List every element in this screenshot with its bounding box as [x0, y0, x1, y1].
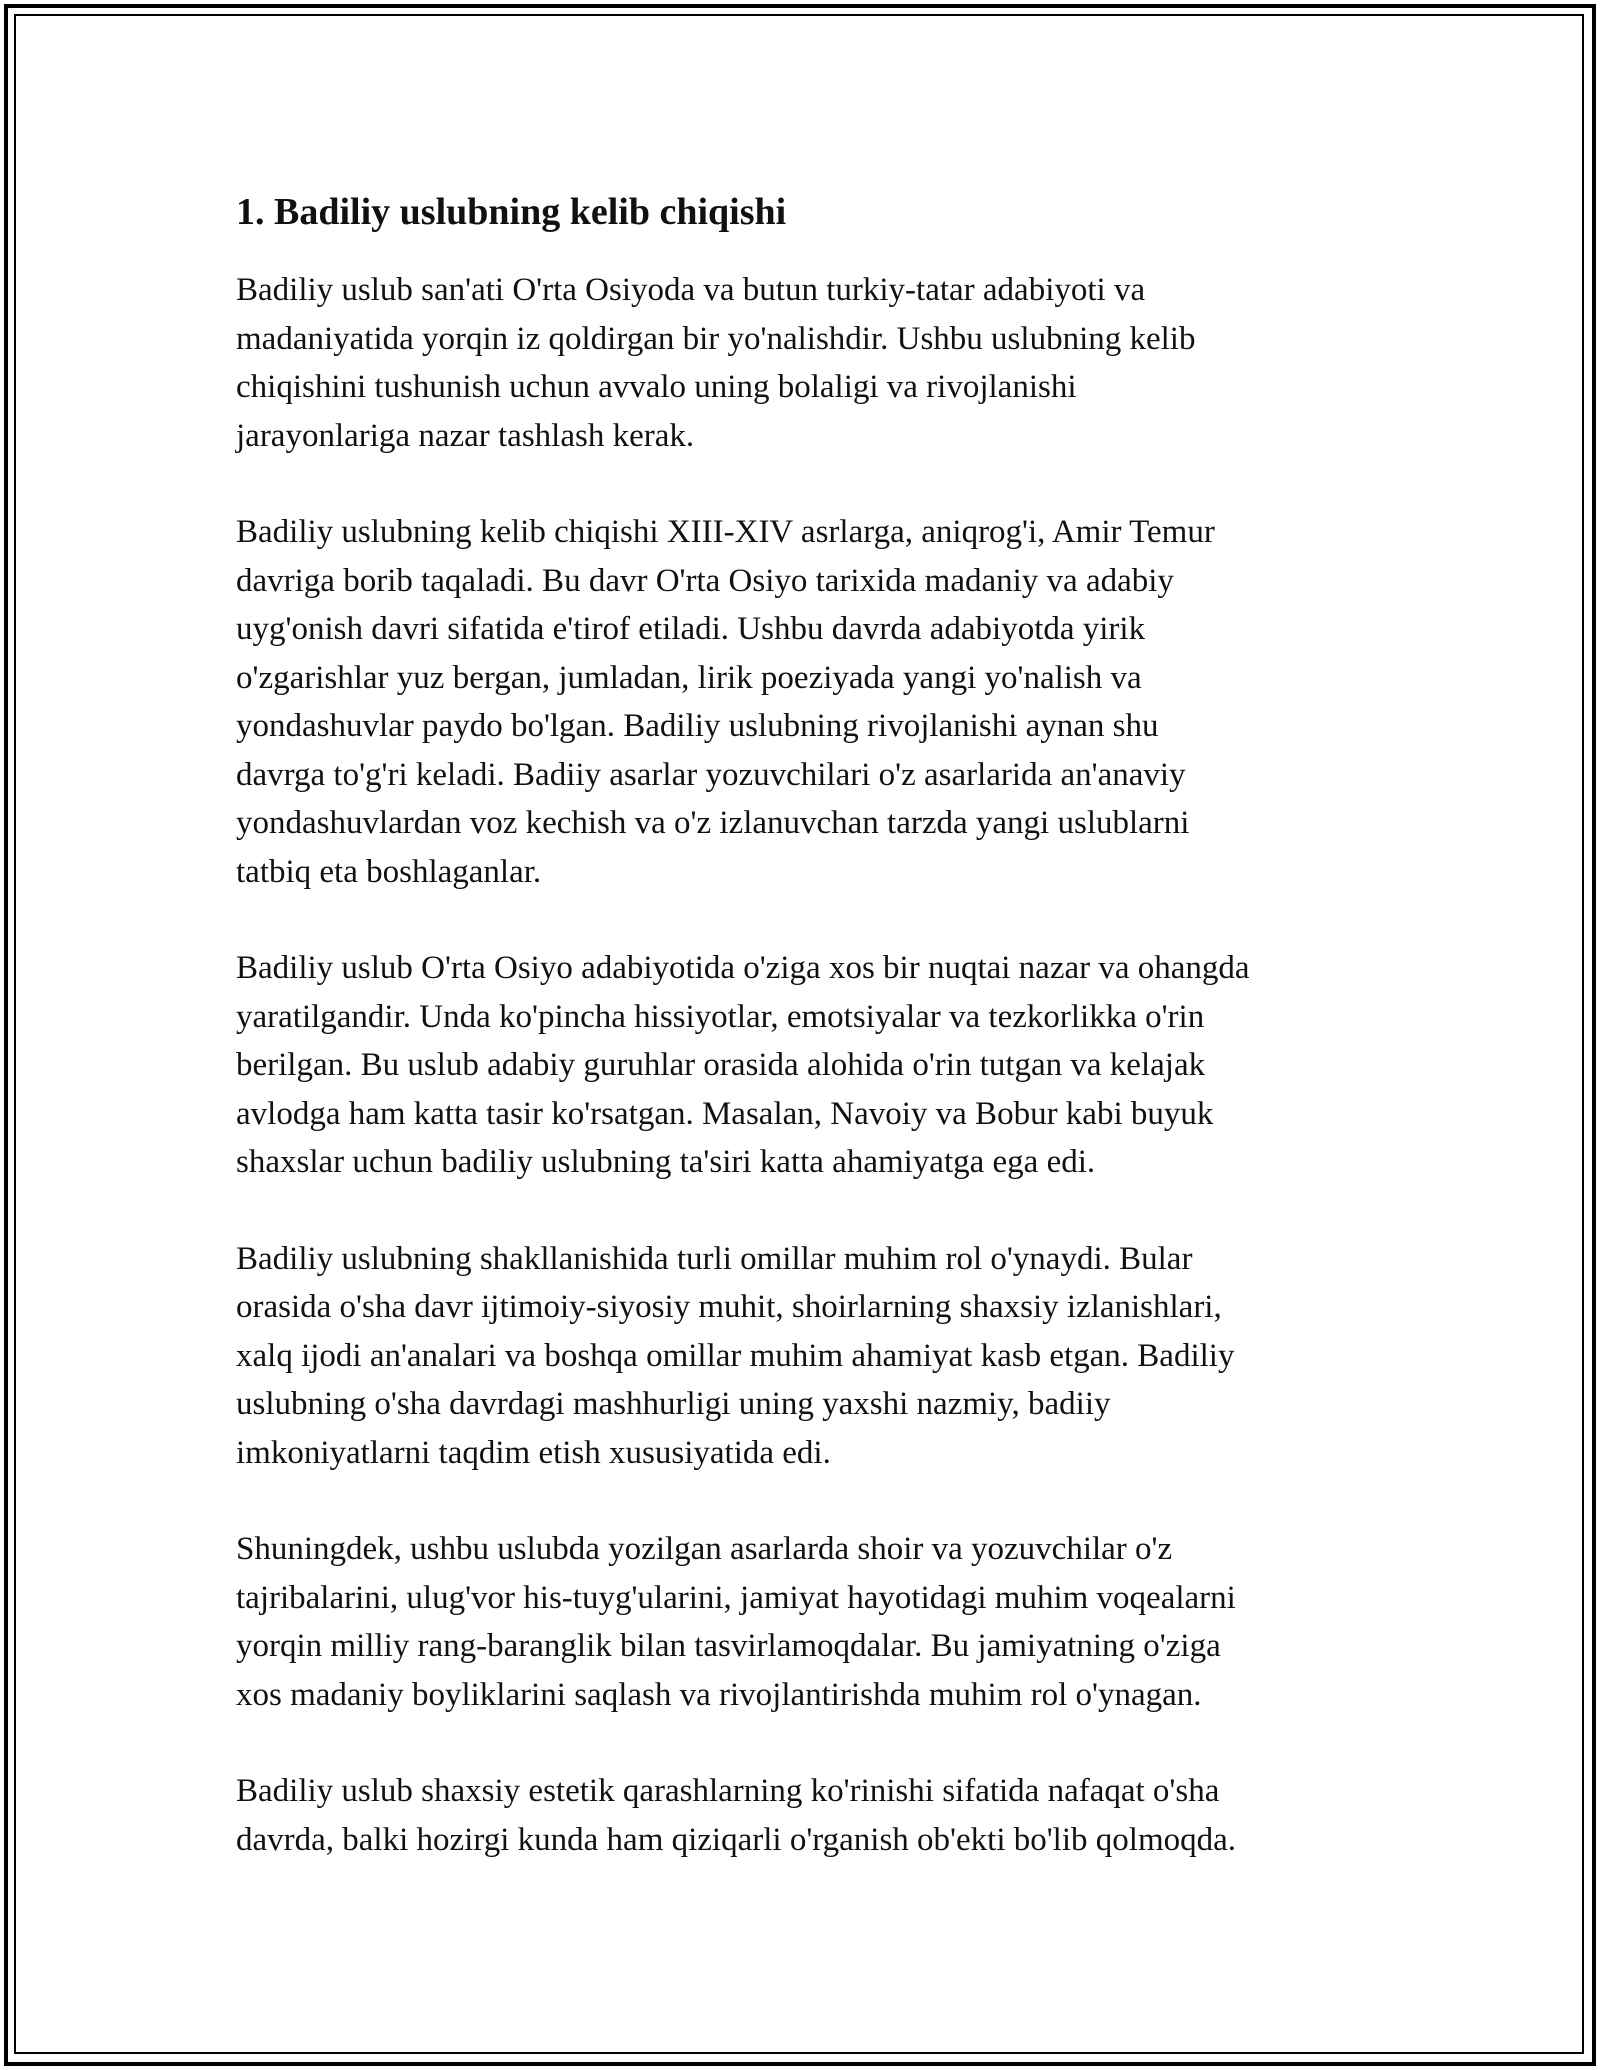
paragraph-line: Badiliy uslub san'ati O'rta Osiyoda va butun turkiy-tatar adabiyoti va	[236, 272, 1146, 308]
section-heading: 1. Badiliy uslubning kelib chiqishi	[236, 191, 787, 233]
paragraph-line: xos madaniy boyliklarini saqlash va rivojlantirishda muhim rol o'ynagan.	[236, 1676, 1202, 1713]
paragraph-line: berilgan. Bu uslub adabiy guruhlar orasida alohida o'rin tutgan va kelajak	[236, 1047, 1206, 1083]
paragraph-line: orasida o'sha davr ijtimoiy-siyosiy muhit, shoirlarning shaxsiy izlanishlari,	[236, 1289, 1222, 1325]
paragraph-line: avlodga ham katta tasir ko'rsatgan. Masalan, Navoiy va Bobur kabi buyuk	[236, 1095, 1214, 1132]
paragraph-2	[236, 508, 1386, 896]
paragraph-line: chiqishini tushunish uchun avvalo uning bolaligi va rivojlanishi	[236, 369, 1077, 405]
paragraph-line: Badiliy uslub O'rta Osiyo adabiyotida o'ziga xos bir nuqtai nazar va ohangda	[236, 950, 1250, 986]
paragraph-line: uslubning o'sha davrdagi mashhurligi uning yaxshi nazmiy, badiiy	[236, 1386, 1111, 1422]
paragraph-line: shaxslar uchun badiliy uslubning ta'siri katta ahamiyatga ega edi.	[236, 1144, 1096, 1180]
paragraph-5	[236, 1525, 1386, 1719]
paragraph-line: imkoniyatlarni taqdim etish xususiyatida edi.	[236, 1434, 831, 1471]
document-body	[236, 184, 1386, 1912]
paragraph-line: Badiliy uslubning kelib chiqishi XIII-XIV asrlarga, aniqrog'i, Amir Temur	[236, 514, 1215, 550]
paragraph-line: yondashuvlar paydo bo'lgan. Badiliy uslubning rivojlanishi aynan shu	[236, 708, 1159, 744]
paragraph-line: jarayonlariga nazar tashlash kerak.	[236, 417, 695, 454]
paragraph-line: tajribalarini, ulug'vor his-tuyg'ularini, jamiyat hayotidagi muhim voqealarni	[236, 1579, 1236, 1616]
paragraph-line: davrga to'g'ri keladi. Badiiy asarlar yozuvchilari o'z asarlarida an'anaviy	[236, 756, 1186, 793]
paragraph-line: madaniyatida yorqin iz qoldirgan bir yo'nalishdir. Ushbu uslubning kelib	[236, 320, 1196, 357]
paragraph-4	[236, 1235, 1386, 1478]
paragraph-line: yaratilgandir. Unda ko'pincha hissiyotlar, emotsiyalar va tezkorlikka o'rin	[236, 998, 1205, 1035]
paragraph-line: tatbiq eta boshlaganlar.	[236, 853, 542, 890]
paragraph-line: davrda, balki hozirgi kunda ham qiziqarli o'rganish ob'ekti bo'lib qolmoqda.	[236, 1821, 1237, 1858]
paragraph-line: Shuningdek, ushbu uslubda yozilgan asarlarda shoir va yozuvchilar o'z	[236, 1531, 1173, 1567]
paragraph-3	[236, 944, 1386, 1187]
paragraph-line: davriga borib taqaladi. Bu davr O'rta Osiyo tarixida madaniy va adabiy	[236, 562, 1174, 599]
paragraph-line: Badiliy uslubning shakllanishida turli omillar muhim rol o'ynaydi. Bular	[236, 1240, 1193, 1277]
paragraph-line: xalq ijodi an'analari va boshqa omillar muhim ahamiyat kasb etgan. Badiliy	[236, 1337, 1235, 1374]
paragraph-line: o'zgarishlar yuz bergan, jumladan, lirik poeziyada yangi yo'nalish va	[236, 659, 1142, 696]
paragraph-line: yorqin milliy rang-baranglik bilan tasvirlamoqdalar. Bu jamiyatning o'ziga	[236, 1628, 1221, 1664]
paragraph-6	[236, 1767, 1386, 1864]
paragraph-line: yondashuvlardan voz kechish va o'z izlanuvchan tarzda yangi uslublarni	[236, 805, 1190, 841]
paragraph-line: Badiliy uslub shaxsiy estetik qarashlarning ko'rinishi sifatida nafaqat o'sha	[236, 1773, 1220, 1809]
paragraph-line: uyg'onish davri sifatida e'tirof etiladi. Ushbu davrda adabiyotda yirik	[236, 611, 1146, 647]
paragraph-1	[236, 266, 1386, 460]
